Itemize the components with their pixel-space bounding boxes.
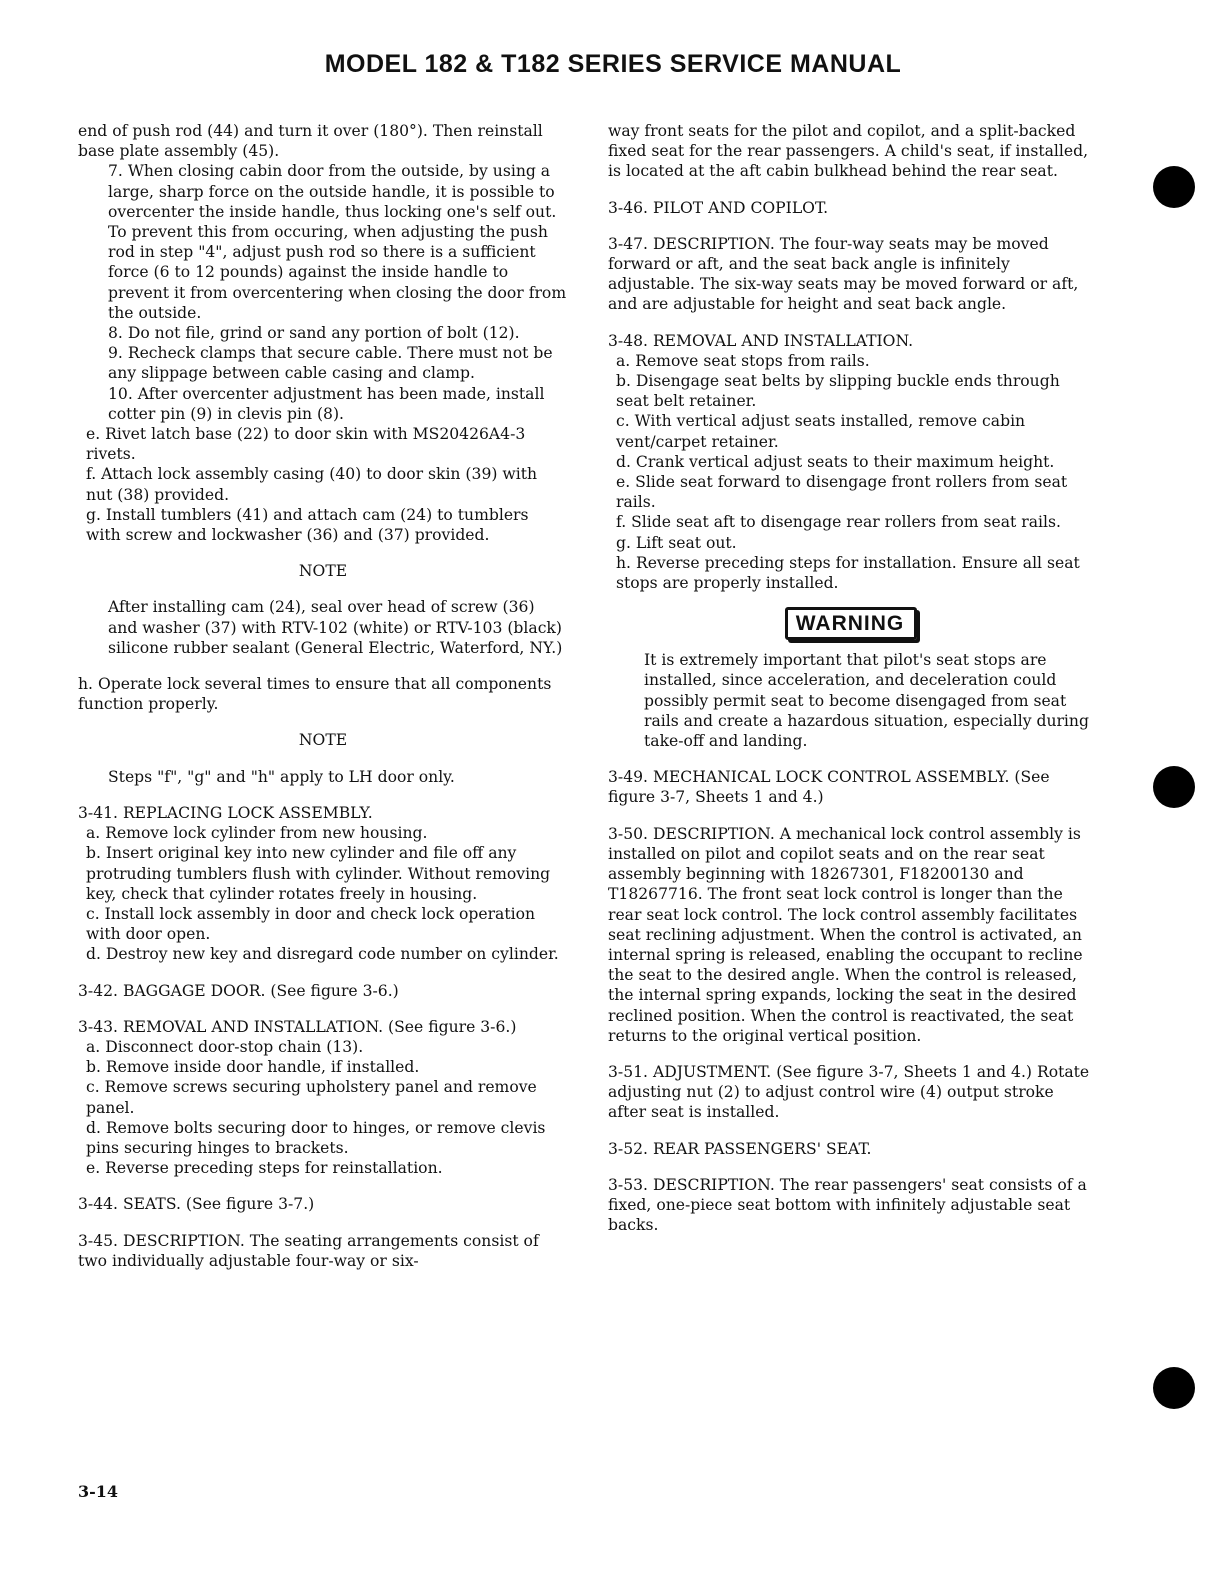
section-title-3-42: 3-42. BAGGAGE DOOR. (See figure 3-6.) (78, 981, 399, 1000)
step-e: e. Slide seat forward to disengage front rollers from seat rails. (616, 473, 1068, 512)
binder-hole-top (1153, 166, 1195, 208)
step-8: 8. Do not file, grind or sand any portion of bolt (12). (108, 324, 520, 343)
step-e: e. Reverse preceding steps for reinstallation. (86, 1159, 443, 1178)
step-h: h. Reverse preceding steps for installation. Ensure all seat stops are properly installed. (616, 553, 1080, 593)
step-a: a. Remove seat stops from rails. (616, 351, 870, 370)
step-f: f. Attach lock assembly casing (40) to door skin (39) with nut (38) provided. (86, 465, 538, 504)
section-title-3-43: 3-43. REMOVAL AND INSTALLATION. (See figure 3-6.) (78, 1017, 517, 1036)
section-title-3-46: 3-46. PILOT AND COPILOT. (608, 198, 829, 217)
step-b: b. Remove inside door handle, if installed. (86, 1058, 420, 1077)
warning-body: It is extremely important that pilot's seat stops are installed, since acceleration, and deceleration could possibly permit seat to become disengaged from seat rails and create a hazardous situation, especially during take-off and landing. (644, 651, 1089, 751)
section-title-3-49: 3-49. MECHANICAL LOCK CONTROL ASSEMBLY. (See figure 3-7, Sheets 1 and 4.) (608, 768, 1050, 807)
step-c: c. Remove screws securing upholstery panel and remove panel. (86, 1078, 537, 1117)
note-heading: NOTE (298, 731, 348, 750)
step-e: e. Rivet latch base (22) to door skin with MS20426A4-3 rivets. (86, 425, 526, 464)
section-3-51: 3-51. ADJUSTMENT. (See figure 3-7, Sheets 1 and 4.) Rotate adjusting nut (2) to adjust control wire (4) output stroke after seat is installed. (608, 1062, 1090, 1122)
section-title-3-52: 3-52. REAR PASSENGERS' SEAT. (608, 1139, 872, 1158)
section-title-3-48: 3-48. REMOVAL AND INSTALLATION. (608, 331, 914, 350)
step-d: d. Destroy new key and disregard code number on cylinder. (86, 945, 559, 964)
section-3-50: 3-50. DESCRIPTION. A mechanical lock control assembly is installed on pilot and copilot seats and on the rear seat assembly beginning with 18267301, F18200130 and T18267716. The front seat lock control is longer than the rear seat lock control. The lock control assembly facilitates seat reclining adjustment. When the control is activated, an internal spring is released, enabling the occupant to recline the seat to the desired angle. When the control is released, the internal spring expands, locking the seat in the desired reclined position. When the control is reactivated, the seat returns to the original vertical position. (608, 824, 1083, 1045)
binder-hole-middle (1153, 766, 1195, 808)
step-a: a. Disconnect door-stop chain (13). (86, 1037, 364, 1056)
binder-hole-bottom (1153, 1367, 1195, 1409)
step-c: c. Install lock assembly in door and check lock operation with door open. (86, 904, 536, 944)
step-b: b. Insert original key into new cylinder and file off any protruding tumblers flush with cylinder. Without removing key, check that cylinder rotates freely in housing. (86, 844, 551, 903)
section-3-47: 3-47. DESCRIPTION. The four-way seats may be moved forward or aft, and the seat back angle is infinitely adjustable. The six-way seats may be moved forward or aft, and are adjustable for height and seat back angle. (608, 234, 1079, 314)
note-body: After installing cam (24), seal over head of screw (36) and washer (37) with RTV-102 (white) or RTV-103 (black) silicone rubber sealant (General Electric, Waterford, NY.) (108, 598, 563, 657)
step-f: f. Slide seat aft to disengage rear rollers from seat rails. (616, 513, 1061, 532)
section-3-53: 3-53. DESCRIPTION. The rear passengers' seat consists of a fixed, one-piece seat bottom with infinitely adjustable seat backs. (608, 1175, 1087, 1235)
step-10: 10. After overcenter adjustment has been made, install cotter pin (9) in clevis pin (8). (108, 384, 545, 423)
step-d: d. Crank vertical adjust seats to their maximum height. (616, 452, 1055, 471)
warning-banner (608, 607, 1094, 640)
warning-label: WARNING (785, 607, 918, 640)
section-title-3-44: 3-44. SEATS. (See figure 3-7.) (78, 1195, 315, 1214)
note-body: Steps "f", "g" and "h" apply to LH door only. (108, 767, 455, 786)
step-c: c. With vertical adjust seats installed, remove cabin vent/carpet retainer. (616, 412, 1026, 451)
step-9: 9. Recheck clamps that secure cable. There must not be any slippage between cable casing and clamp. (108, 344, 553, 383)
section-title-3-41: 3-41. REPLACING LOCK ASSEMBLY. (78, 803, 373, 822)
page-title: MODEL 182 & T182 SERIES SERVICE MANUAL (324, 50, 902, 78)
note-heading: NOTE (298, 562, 348, 581)
paragraph-intro: end of push rod (44) and turn it over (180°). Then reinstall base plate assembly (45). (78, 122, 543, 161)
page-number: 3-14 (78, 1482, 119, 1501)
step-g: g. Lift seat out. (616, 533, 737, 552)
step-b: b. Disengage seat belts by slipping buckle ends through seat belt retainer. (616, 372, 1060, 411)
section-3-45: 3-45. DESCRIPTION. The seating arrangements consist of two individually adjustable four-way or six- (78, 1231, 539, 1270)
step-h: h. Operate lock several times to ensure that all components function properly. (78, 675, 552, 714)
left-column (78, 121, 568, 1271)
step-g: g. Install tumblers (41) and attach cam (24) to tumblers with screw and lockwasher (36) and (37) provided. (86, 505, 529, 545)
step-d: d. Remove bolts securing door to hinges, or remove clevis pins securing hinges to brackets. (86, 1118, 546, 1157)
section-3-45-continued: way front seats for the pilot and copilot, and a split-backed fixed seat for the rear passengers. A child's seat, if installed, is located at the aft cabin bulkhead behind the rear seat. (608, 122, 1089, 181)
step-a: a. Remove lock cylinder from new housing. (86, 824, 428, 843)
step-7: 7. When closing cabin door from the outside, by using a large, sharp force on the outside handle, it is possible to overcenter the inside handle, thus locking one's self out. To prevent this from occuring, when adjusting the push rod in step "4", adjust push rod so there is a sufficient force (6 to 12 pounds) against the inside handle to prevent it from overcentering when closing the door from the outside. (108, 162, 567, 322)
right-column (608, 121, 1094, 1235)
